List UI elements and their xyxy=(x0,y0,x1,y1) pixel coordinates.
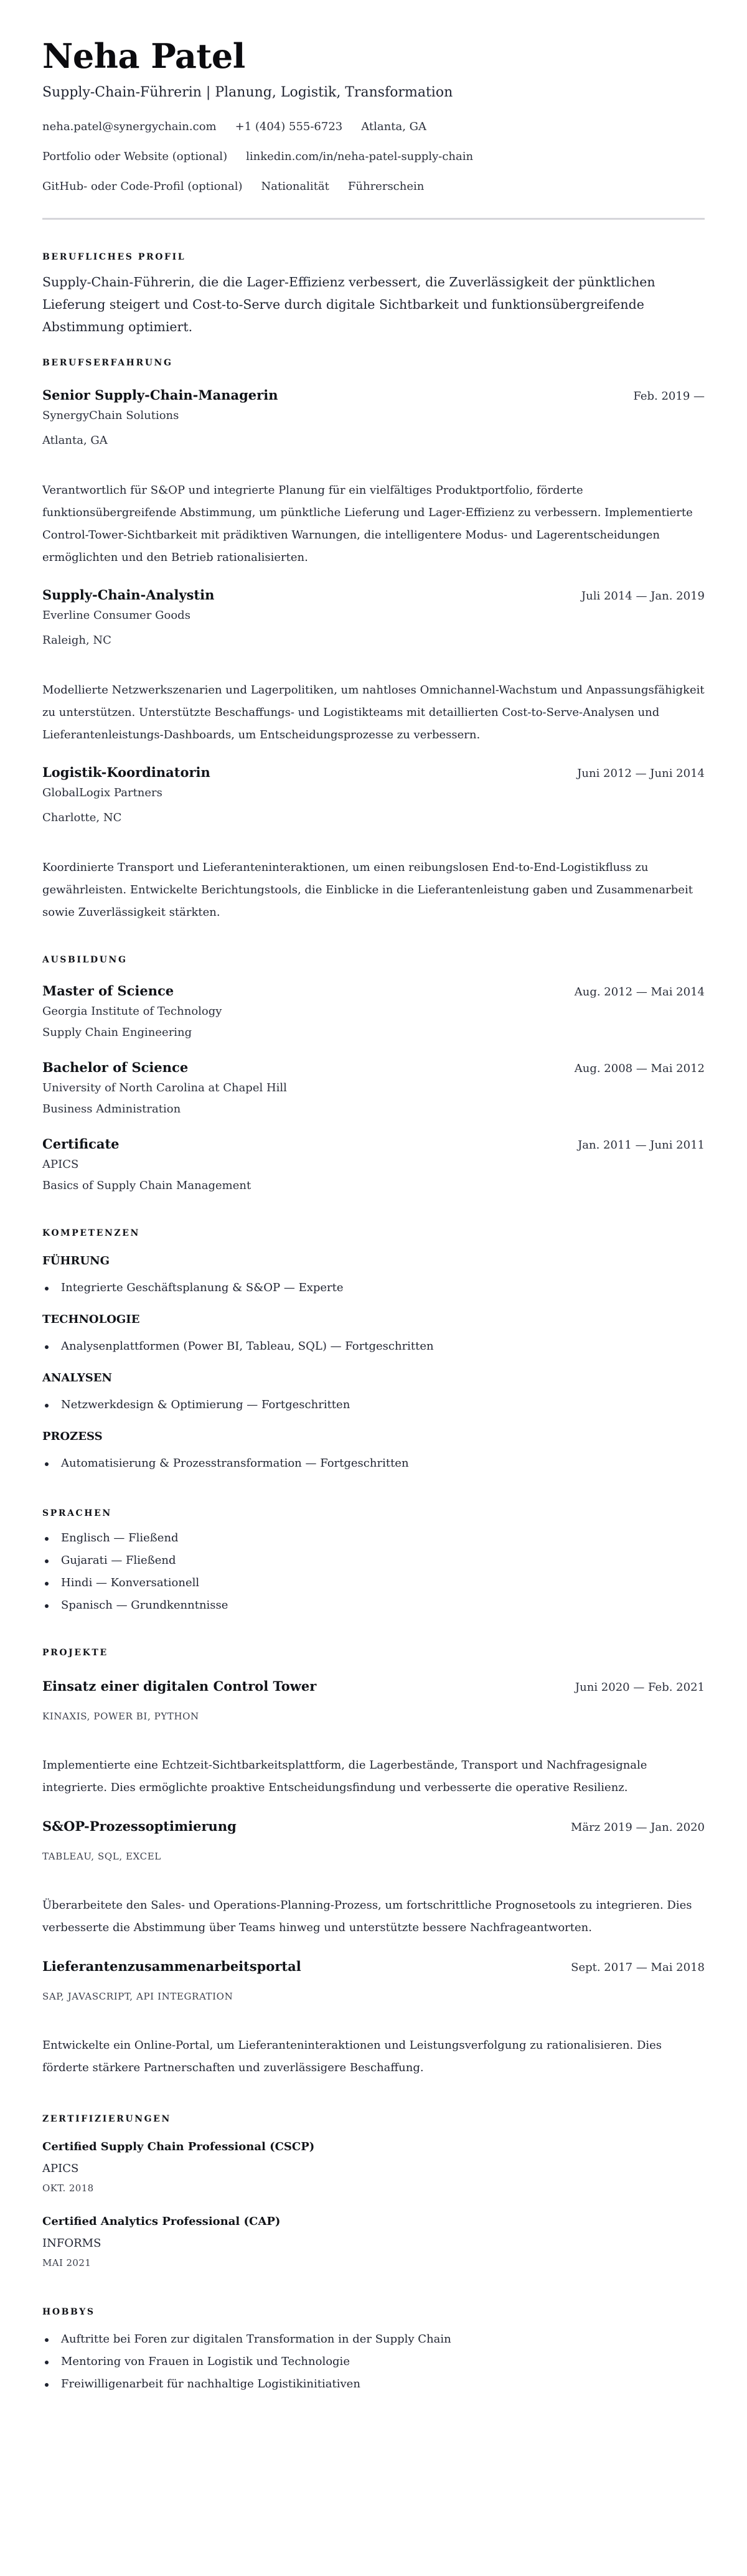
skill-category-heading: TECHNOLOGIE xyxy=(42,1313,140,1326)
project-tech-tags: KINAXIS, POWER BI, PYTHON xyxy=(42,1711,199,1722)
project-title: S&OP-Prozessoptimierung xyxy=(42,1818,237,1834)
job-dates: Juli 2014 — Jan. 2019 xyxy=(581,590,705,603)
field-of-study: Supply Chain Engineering xyxy=(42,1026,192,1039)
degree-title: Certificate xyxy=(42,1136,120,1152)
candidate-headline: Supply-Chain-Führerin | Planung, Logistik, Transformation xyxy=(42,85,453,100)
skills-section xyxy=(42,1227,705,1471)
hobby-item: Freiwilligenarbeit für nachhaltige Logistikinitiativen xyxy=(42,2377,705,2392)
education-entry xyxy=(42,982,705,1040)
contact-location: Atlanta, GA xyxy=(361,120,427,133)
education-dates: Jan. 2011 — Juni 2011 xyxy=(578,1139,705,1152)
skill-item: Automatisierung & Prozesstransformation — Fortgeschritten xyxy=(42,1456,705,1471)
language-item: Gujarati — Fließend xyxy=(42,1553,705,1568)
contact-linkedin[interactable]: linkedin.com/in/neha-patel-supply-chain xyxy=(246,150,474,163)
experience-section xyxy=(42,357,705,924)
job-company: SynergyChain Solutions xyxy=(42,409,179,422)
contact-nationality: Nationalität xyxy=(261,180,329,193)
certification-issuer: APICS xyxy=(42,2162,79,2175)
projects-section xyxy=(42,1647,705,2079)
project-title: Lieferantenzusammenarbeitsportal xyxy=(42,1958,301,1974)
language-item: Englisch — Fließend xyxy=(42,1531,705,1546)
contact-email[interactable]: neha.patel@synergychain.com xyxy=(42,120,217,133)
job-description: Modellierte Netzwerkszenarien und Lagerpolitiken, um nahtloses Omnichannel-Wachstum und Anpassungsfähigkeit zu unterstützen. Unterstützte Beschaffungs- und Logistikteams mit detaillierten Cost-to-Serve-Analysen und Lieferantenleistungs-Dashboards, um Entscheidungsprozesse zu verbessern. xyxy=(42,684,705,741)
project-description: Implementierte eine Echtzeit-Sichtbarkeitsplattform, die Lagerbestände, Transport und Nachfragesignale integrierte. Dies ermöglichte proaktive Entscheidungsfindung und verbesserte die operative Resilienz. xyxy=(42,1759,647,1794)
experience-entry xyxy=(42,764,705,924)
job-location: Charlotte, NC xyxy=(42,811,122,824)
section-heading-education: AUSBILDUNG xyxy=(42,955,128,965)
job-location: Raleigh, NC xyxy=(42,634,111,647)
contact-drivers-license: Führerschein xyxy=(347,180,425,193)
education-entry xyxy=(42,1059,705,1117)
certification-title: Certified Analytics Professional (CAP) xyxy=(42,2215,281,2228)
field-of-study: Business Administration xyxy=(42,1102,181,1116)
project-tech-tags: SAP, JAVASCRIPT, API INTEGRATION xyxy=(42,1991,233,2002)
education-section xyxy=(42,954,705,1193)
project-entry xyxy=(42,1958,705,2079)
hobby-item: Mentoring von Frauen in Logistik und Technologie xyxy=(42,2354,705,2369)
hobby-item: Auftritte bei Foren zur digitalen Transformation in der Supply Chain xyxy=(42,2332,705,2347)
experience-entry xyxy=(42,387,705,569)
skill-item: Integrierte Geschäftsplanung & S&OP — Experte xyxy=(42,1281,705,1295)
contact-phone[interactable]: +1 (404) 555-6723 xyxy=(235,120,343,133)
job-title: Supply-Chain-Analystin xyxy=(42,587,215,603)
certification-date: MAI 2021 xyxy=(42,2257,92,2268)
education-entry xyxy=(42,1135,705,1193)
job-title: Logistik-Koordinatorin xyxy=(42,764,210,780)
education-dates: Aug. 2012 — Mai 2014 xyxy=(574,985,705,999)
certification-date: OKT. 2018 xyxy=(42,2183,94,2194)
language-item: Spanisch — Grundkenntnisse xyxy=(42,1598,705,1613)
skill-category-heading: FÜHRUNG xyxy=(42,1254,110,1267)
job-location: Atlanta, GA xyxy=(42,434,108,447)
project-description: Überarbeitete den Sales- und Operations-Planning-Prozess, um fortschrittliche Prognosetools zu integrieren. Dies verbesserte die Abstimmung über Teams hinweg und unterstützte bessere Nachfrageantworten. xyxy=(42,1899,692,1934)
certification-entry xyxy=(42,2139,705,2195)
project-dates: Sept. 2017 — Mai 2018 xyxy=(571,1961,705,1974)
profile-section xyxy=(42,251,705,338)
hobby-list xyxy=(42,2332,705,2392)
certifications-section xyxy=(42,2113,705,2270)
section-heading-languages: SPRACHEN xyxy=(42,1508,112,1518)
skill-list xyxy=(42,1456,705,1471)
certification-title: Certified Supply Chain Professional (CSCP) xyxy=(42,2140,315,2153)
languages-section xyxy=(42,1507,705,1613)
skill-item: Netzwerkdesign & Optimierung — Fortgeschritten xyxy=(42,1398,705,1413)
school-name: University of North Carolina at Chapel Hill xyxy=(42,1081,287,1094)
contact-portfolio[interactable]: Portfolio oder Website (optional) xyxy=(42,150,228,163)
certification-issuer: INFORMS xyxy=(42,2237,101,2250)
project-title: Einsatz einer digitalen Control Tower xyxy=(42,1678,317,1694)
job-company: Everline Consumer Goods xyxy=(42,609,190,622)
language-list xyxy=(42,1531,705,1613)
section-heading-profile: BERUFLICHES PROFIL xyxy=(42,252,186,262)
section-heading-certifications: ZERTIFIZIERUNGEN xyxy=(42,2114,171,2124)
resume-header xyxy=(42,36,705,194)
job-dates: Feb. 2019 — xyxy=(633,390,705,403)
job-description: Koordinierte Transport und Lieferanteninteraktionen, um einen reibungslosen End-to-End-Logistikfluss zu gewährleisten. Entwickelte Berichtungstools, die Einblicke in die Lieferantenleistung gaben und Zusammenarbeit sowie Zuverlässigkeit stärkten. xyxy=(42,861,693,919)
school-name: Georgia Institute of Technology xyxy=(42,1005,222,1018)
experience-entry xyxy=(42,586,705,746)
skill-list xyxy=(42,1398,705,1413)
degree-title: Master of Science xyxy=(42,983,174,999)
section-heading-hobbies: HOBBYS xyxy=(42,2307,95,2317)
contact-row-primary xyxy=(42,120,705,134)
job-company: GlobalLogix Partners xyxy=(42,786,162,799)
certification-entry xyxy=(42,2214,705,2270)
contact-github[interactable]: GitHub- oder Code-Profil (optional) xyxy=(42,180,243,193)
header-divider xyxy=(42,218,705,220)
candidate-name: Neha Patel xyxy=(42,36,245,76)
section-heading-projects: PROJEKTE xyxy=(42,1648,108,1658)
skill-list xyxy=(42,1281,705,1295)
contact-row-links xyxy=(42,149,705,164)
school-name: APICS xyxy=(42,1158,79,1171)
skill-category-heading: PROZESS xyxy=(42,1430,103,1443)
job-title: Senior Supply-Chain-Managerin xyxy=(42,387,278,403)
project-entry xyxy=(42,1818,705,1939)
contact-row-extra xyxy=(42,179,705,194)
section-heading-skills: KOMPETENZEN xyxy=(42,1228,140,1238)
job-dates: Juni 2012 — Juni 2014 xyxy=(577,767,705,780)
project-tech-tags: TABLEAU, SQL, EXCEL xyxy=(42,1851,161,1862)
degree-title: Bachelor of Science xyxy=(42,1060,189,1075)
skill-list xyxy=(42,1339,705,1354)
project-dates: Juni 2020 — Feb. 2021 xyxy=(575,1681,705,1694)
profile-summary: Supply-Chain-Führerin, die die Lager-Effizienz verbessert, die Zuverlässigkeit der pünktlichen Lieferung steigert und Cost-to-Serve durch digitale Sichtbarkeit und funktionsübergreifende Abstimmung optimiert. xyxy=(42,275,655,334)
language-item: Hindi — Konversationell xyxy=(42,1576,705,1591)
project-description: Entwickelte ein Online-Portal, um Lieferanteninteraktionen und Leistungsverfolgung zu rationalisieren. Dies förderte stärkere Partnerschaften und zuverlässigere Beschaffung. xyxy=(42,2039,662,2074)
field-of-study: Basics of Supply Chain Management xyxy=(42,1179,251,1192)
project-entry xyxy=(42,1678,705,1799)
education-dates: Aug. 2008 — Mai 2012 xyxy=(574,1062,705,1075)
job-description: Verantwortlich für S&OP und integrierte Planung für ein vielfältiges Produktportfolio, förderte funktionsübergreifende Abstimmung, um pünktliche Lieferung und Lager-Effizienz zu verbessern. Implementierte Control-Tower-Sichtbarkeit mit prädiktiven Warnungen, die intelligentere Modus- und Lagerentscheidungen ermöglichten und den Betrieb rationalisierten. xyxy=(42,484,693,564)
skill-category-heading: ANALYSEN xyxy=(42,1371,112,1384)
project-dates: März 2019 — Jan. 2020 xyxy=(570,1821,705,1834)
hobbies-section xyxy=(42,2306,705,2392)
skill-item: Analysenplattformen (Power BI, Tableau, SQL) — Fortgeschritten xyxy=(42,1339,705,1354)
section-heading-experience: BERUFSERFAHRUNG xyxy=(42,358,173,368)
